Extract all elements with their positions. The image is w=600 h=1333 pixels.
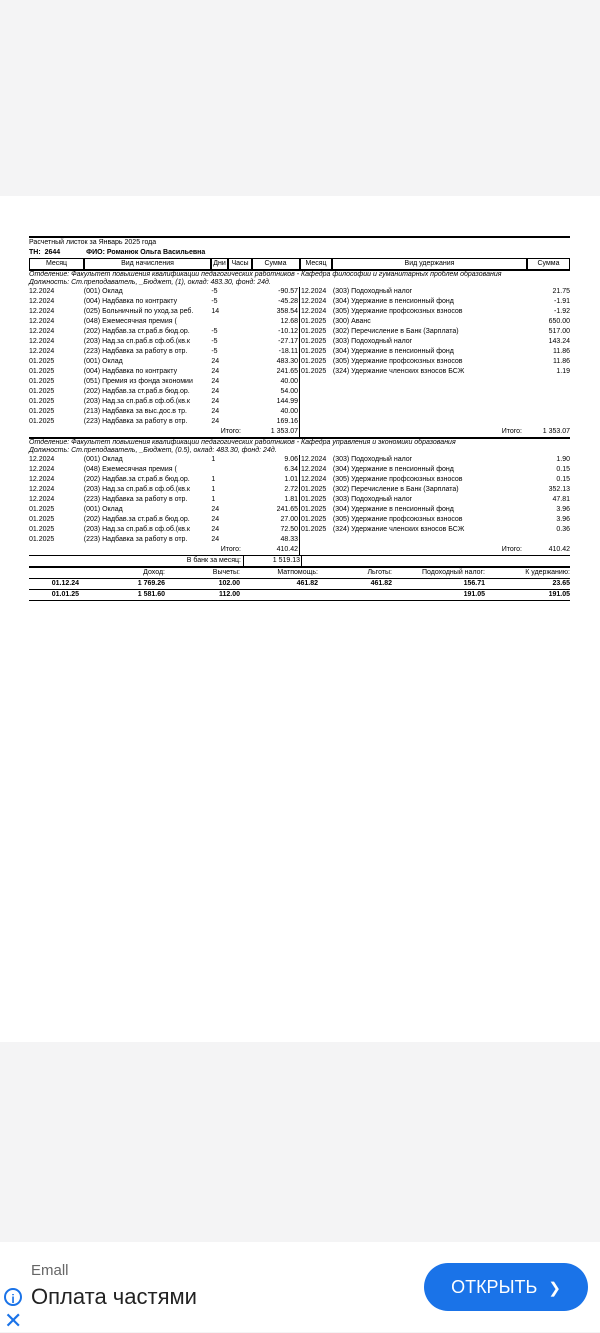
header-hours: Часы bbox=[228, 258, 252, 270]
deduction-month: 01.2025 bbox=[301, 368, 327, 375]
sections bbox=[29, 270, 570, 556]
accrual-hours bbox=[231, 367, 241, 377]
accrual-days: 14 bbox=[211, 308, 220, 315]
accrual-hours bbox=[231, 495, 241, 505]
summary-header-cell: Вычеты: bbox=[212, 569, 240, 576]
accrual-month: 12.2024 bbox=[29, 338, 55, 345]
table-row bbox=[29, 515, 570, 525]
table-row bbox=[29, 357, 570, 367]
accrual-hours bbox=[231, 347, 241, 357]
accrual-hours bbox=[231, 455, 241, 465]
accrual-name: (001) Оклад bbox=[83, 288, 123, 295]
deduction-sum: 0.36 bbox=[556, 526, 570, 533]
deduction-month bbox=[300, 407, 333, 417]
deduction-name: (304) Удержание в пенсионный фонд bbox=[332, 506, 454, 513]
summary-cell: 1 769.26 bbox=[137, 580, 165, 587]
close-icon[interactable]: ✕ bbox=[4, 1308, 23, 1333]
accrual-days: 1 bbox=[211, 496, 216, 503]
deduction-name: (303) Подоходный налог bbox=[332, 338, 413, 345]
accrual-name: (223) Надбавка за работу в отр. bbox=[83, 496, 188, 503]
accrual-sum: 1.01 bbox=[241, 475, 300, 485]
accrual-month: 12.2024 bbox=[29, 318, 55, 325]
accrual-sum: -27.17 bbox=[241, 337, 300, 347]
total-deduction: 1 353.07 bbox=[542, 428, 570, 435]
table-row bbox=[29, 337, 570, 347]
table-row bbox=[29, 455, 570, 465]
accrual-name: (223) Надбавка за работу в отр. bbox=[83, 536, 188, 543]
accrual-hours bbox=[231, 287, 241, 297]
table-row bbox=[29, 297, 570, 307]
deduction-month: 01.2025 bbox=[301, 348, 327, 355]
deduction-name: (302) Перечисление в Банк (Зарплата) bbox=[332, 486, 459, 493]
deduction-month bbox=[300, 417, 333, 427]
accrual-sum: 72.50 bbox=[241, 525, 300, 535]
accrual-sum: 54.00 bbox=[241, 387, 300, 397]
summary-cell: 461.82 bbox=[370, 580, 392, 587]
bank-value: 1 519.13 bbox=[243, 556, 302, 566]
accrual-hours bbox=[231, 317, 241, 327]
accrual-sum: 6.34 bbox=[241, 465, 300, 475]
deduction-sum bbox=[532, 387, 570, 397]
accrual-name: (203) Над.за сп.раб.в сф.об.(кв.к bbox=[83, 398, 190, 405]
accrual-sum: -45.28 bbox=[241, 297, 300, 307]
document-page bbox=[0, 196, 600, 1042]
accrual-month: 01.2025 bbox=[29, 368, 55, 375]
accrual-month: 01.2025 bbox=[29, 358, 55, 365]
deduction-name: (305) Удержание профсоюзных взносов bbox=[332, 516, 463, 523]
accrual-days: 24 bbox=[211, 536, 220, 543]
accrual-sum: 144.99 bbox=[241, 397, 300, 407]
deduction-month bbox=[300, 535, 333, 545]
deduction-sum: 3.96 bbox=[556, 516, 570, 523]
accrual-days: 1 bbox=[211, 476, 216, 483]
deduction-month bbox=[300, 397, 333, 407]
ad-banner[interactable] bbox=[0, 1242, 600, 1332]
accrual-month: 12.2024 bbox=[29, 496, 55, 503]
table-row bbox=[29, 485, 570, 495]
accrual-name: (203) Над.за сп.раб.в сф.об.(кв.к bbox=[83, 338, 190, 345]
accrual-name: (203) Над.за сп.раб.в сф.об.(кв.к bbox=[83, 526, 190, 533]
deduction-name: (304) Удержание в пенсионный фонд bbox=[332, 298, 454, 305]
accrual-name: (202) Надбав.за ст.раб.в бюд.ор. bbox=[83, 328, 190, 335]
open-button-label: ОТКРЫТЬ bbox=[451, 1277, 538, 1297]
accrual-days bbox=[210, 465, 231, 475]
accrual-sum: -90.57 bbox=[241, 287, 300, 297]
accrual-sum: 2.72 bbox=[241, 485, 300, 495]
accrual-name: (213) Надбавка за выс.дос.в тр. bbox=[83, 408, 188, 415]
deduction-sum: 0.15 bbox=[556, 476, 570, 483]
accrual-name: (004) Надбавка по контракту bbox=[83, 368, 178, 375]
header-month: Месяц bbox=[29, 258, 84, 270]
deduction-name bbox=[333, 377, 532, 387]
accrual-month: 12.2024 bbox=[29, 476, 55, 483]
accrual-sum: 27.00 bbox=[241, 515, 300, 525]
table-row bbox=[29, 407, 570, 417]
accrual-days bbox=[210, 317, 231, 327]
accrual-month: 01.2025 bbox=[29, 536, 55, 543]
accrual-days: 1 bbox=[211, 456, 216, 463]
accrual-sum: -18.11 bbox=[241, 347, 300, 357]
accrual-month: 12.2024 bbox=[29, 466, 55, 473]
deduction-month: 01.2025 bbox=[301, 358, 327, 365]
header-dmonth: Месяц bbox=[300, 258, 332, 270]
summary-cell: 156.71 bbox=[463, 580, 485, 587]
deduction-month: 12.2024 bbox=[301, 308, 327, 315]
summary-header-cell: К удержанию: bbox=[525, 569, 570, 576]
deduction-sum: 0.15 bbox=[556, 466, 570, 473]
deduction-name: (300) Аванс bbox=[332, 318, 371, 325]
position: Должность: Ст.преподаватель, _Бюджет, (1), оклад: 483.30, фонд: 24д. bbox=[29, 279, 271, 286]
header-deduction: Вид удержания bbox=[332, 258, 527, 270]
accrual-month: 12.2024 bbox=[29, 298, 55, 305]
accrual-hours bbox=[231, 407, 241, 417]
table-row bbox=[29, 495, 570, 505]
accrual-sum: -10.12 bbox=[241, 327, 300, 337]
table-row bbox=[29, 525, 570, 535]
table-row bbox=[29, 465, 570, 475]
accrual-days: -5 bbox=[211, 338, 218, 345]
table-row bbox=[29, 347, 570, 357]
position: Должность: Ст.преподаватель, _Бюджет, (0.5), оклад: 483.30, фонд: 24д. bbox=[29, 447, 277, 454]
accrual-month: 01.2025 bbox=[29, 408, 55, 415]
accrual-month: 12.2024 bbox=[29, 348, 55, 355]
accrual-name: (223) Надбавка за работу в отр. bbox=[83, 418, 188, 425]
table-row bbox=[29, 287, 570, 297]
accrual-name: (004) Надбавка по контракту bbox=[83, 298, 178, 305]
table-row bbox=[29, 367, 570, 377]
table-row bbox=[29, 475, 570, 485]
deduction-sum: 1.90 bbox=[556, 456, 570, 463]
accrual-sum: 12.68 bbox=[241, 317, 300, 327]
deduction-sum bbox=[532, 407, 570, 417]
accrual-days: 1 bbox=[211, 486, 216, 493]
total-label: Итого: bbox=[220, 428, 241, 435]
summary-cell: 112.00 bbox=[218, 591, 240, 598]
department: Отделение: Факультет повышения квалификации педагогических работников - Кафедра философии и гуманитарных проблем образования bbox=[29, 270, 570, 279]
total-label-deduction: Итого: bbox=[501, 428, 522, 435]
deduction-sum bbox=[532, 397, 570, 407]
summary-header bbox=[29, 567, 570, 578]
deduction-month: 01.2025 bbox=[301, 318, 327, 325]
summary-row bbox=[29, 578, 570, 589]
ad-title[interactable]: Оплата частями bbox=[31, 1284, 197, 1309]
deduction-name bbox=[333, 407, 532, 417]
accrual-month: 01.2025 bbox=[29, 388, 55, 395]
accrual-days: 24 bbox=[211, 398, 220, 405]
table-row bbox=[29, 387, 570, 397]
deduction-sum: -1.91 bbox=[554, 298, 570, 305]
accrual-sum: 358.54 bbox=[241, 307, 300, 317]
accrual-name: (001) Оклад bbox=[83, 358, 123, 365]
deduction-month: 01.2025 bbox=[301, 496, 327, 503]
deduction-month: 01.2025 bbox=[301, 526, 327, 533]
deduction-name: (302) Перечисление в Банк (Зарплата) bbox=[332, 328, 459, 335]
accrual-name: (051) Премия из фонда экономии bbox=[83, 378, 193, 385]
deduction-name: (304) Удержание в пенсионный фонд bbox=[332, 466, 454, 473]
accrual-name: (001) Оклад bbox=[83, 456, 123, 463]
accrual-days: 24 bbox=[211, 408, 220, 415]
summary-cell: 191.05 bbox=[463, 591, 485, 598]
deduction-name bbox=[333, 387, 532, 397]
deduction-name: (324) Удержание членских взносов БСЖ bbox=[332, 526, 465, 533]
summary-row bbox=[29, 589, 570, 601]
deduction-month: 01.2025 bbox=[301, 506, 327, 513]
deduction-sum: -1.92 bbox=[554, 308, 570, 315]
accrual-name: (048) Ежемесячная премия ( bbox=[83, 466, 177, 473]
summary-header-cell bbox=[29, 568, 79, 578]
accrual-hours bbox=[231, 377, 241, 387]
summary-cell: 191.05 bbox=[548, 591, 570, 598]
table-row bbox=[29, 307, 570, 317]
payslip-title: Расчетный листок за Январь 2025 года bbox=[29, 239, 157, 246]
table-row bbox=[29, 535, 570, 545]
deduction-sum bbox=[532, 377, 570, 387]
accrual-days: 24 bbox=[211, 358, 220, 365]
accrual-month: 01.2025 bbox=[29, 516, 55, 523]
total-row bbox=[29, 427, 570, 438]
accrual-name: (048) Ежемесячная премия ( bbox=[83, 318, 177, 325]
deduction-month bbox=[300, 387, 333, 397]
table-header bbox=[29, 258, 570, 270]
accrual-sum: 40.00 bbox=[241, 377, 300, 387]
accrual-hours bbox=[231, 505, 241, 515]
summary-header-cell: Доход: bbox=[143, 569, 165, 576]
accrual-days: 24 bbox=[211, 516, 220, 523]
deduction-name bbox=[333, 417, 532, 427]
table-row bbox=[29, 397, 570, 407]
accrual-hours bbox=[231, 297, 241, 307]
summary-cell: 23.65 bbox=[552, 580, 570, 587]
accrual-days: 24 bbox=[211, 526, 220, 533]
summary-header-cell: Льготы: bbox=[367, 569, 392, 576]
total-accrual: 410.42 bbox=[241, 545, 300, 555]
employee-info: ТН: 2644 ФИО: Романюк Ольга Васильевна bbox=[29, 249, 206, 256]
deduction-month: 01.2025 bbox=[301, 338, 327, 345]
accrual-name: (202) Надбав.за ст.раб.в бюд.ор. bbox=[83, 388, 190, 395]
deduction-name: (303) Подоходный налог bbox=[332, 456, 413, 463]
summary-header-cell: Подоходный налог: bbox=[422, 569, 485, 576]
deduction-name: (324) Удержание членских взносов БСЖ bbox=[332, 368, 465, 375]
accrual-month: 01.2025 bbox=[29, 506, 55, 513]
accrual-days: 24 bbox=[211, 388, 220, 395]
deduction-month: 01.2025 bbox=[301, 516, 327, 523]
summary-cell: 102.00 bbox=[218, 580, 240, 587]
deduction-month: 12.2024 bbox=[301, 476, 327, 483]
summary-cell bbox=[318, 590, 392, 600]
accrual-days: 24 bbox=[211, 418, 220, 425]
accrual-days: -5 bbox=[211, 348, 218, 355]
deduction-sum: 517.00 bbox=[548, 328, 570, 335]
accrual-hours bbox=[231, 327, 241, 337]
header-sum: Сумма bbox=[252, 258, 300, 270]
accrual-month: 12.2024 bbox=[29, 328, 55, 335]
summary-header-cell: Матпомощь: bbox=[277, 569, 318, 576]
table-row bbox=[29, 505, 570, 515]
accrual-hours bbox=[231, 357, 241, 367]
accrual-sum: 483.30 bbox=[241, 357, 300, 367]
ad-brand: Emall bbox=[31, 1262, 69, 1279]
accrual-hours bbox=[231, 397, 241, 407]
deduction-month: 01.2025 bbox=[301, 486, 327, 493]
chevron-right-icon: ❯ bbox=[548, 1280, 561, 1297]
total-label: Итого: bbox=[220, 546, 241, 553]
deduction-name: (303) Подоходный налог bbox=[332, 288, 413, 295]
accrual-sum: 1.81 bbox=[241, 495, 300, 505]
total-row bbox=[29, 545, 570, 556]
accrual-hours bbox=[231, 525, 241, 535]
total-label-deduction: Итого: bbox=[501, 546, 522, 553]
deduction-sum: 143.24 bbox=[548, 338, 570, 345]
deduction-name bbox=[333, 397, 532, 407]
accrual-name: (203) Над.за сп.раб.в сф.об.(кв.к bbox=[83, 486, 190, 493]
accrual-hours bbox=[231, 465, 241, 475]
table-row bbox=[29, 327, 570, 337]
deduction-name: (303) Подоходный налог bbox=[332, 496, 413, 503]
deduction-month: 12.2024 bbox=[301, 298, 327, 305]
accrual-month: 01.2025 bbox=[29, 526, 55, 533]
deduction-sum: 650.00 bbox=[548, 318, 570, 325]
accrual-sum: 241.65 bbox=[241, 367, 300, 377]
deduction-name: (305) Удержание профсоюзных взносов bbox=[332, 308, 463, 315]
table-row bbox=[29, 417, 570, 427]
accrual-days: -5 bbox=[211, 288, 218, 295]
summary-cell: 1 581.60 bbox=[137, 591, 165, 598]
accrual-hours bbox=[231, 417, 241, 427]
accrual-month: 12.2024 bbox=[29, 288, 55, 295]
accrual-hours bbox=[231, 535, 241, 545]
accrual-days: 24 bbox=[211, 378, 220, 385]
accrual-hours bbox=[231, 307, 241, 317]
accrual-name: (025) Больничный по уход.за реб. bbox=[83, 308, 194, 315]
deduction-sum: 21.75 bbox=[552, 288, 570, 295]
deduction-month: 01.2025 bbox=[301, 328, 327, 335]
accrual-sum: 169.16 bbox=[241, 417, 300, 427]
bank-label: В банк за месяц: bbox=[186, 557, 241, 564]
deduction-sum bbox=[532, 535, 570, 545]
accrual-hours bbox=[231, 337, 241, 347]
accrual-hours bbox=[231, 475, 241, 485]
deduction-sum: 3.96 bbox=[556, 506, 570, 513]
deduction-sum: 47.81 bbox=[552, 496, 570, 503]
header-dsum: Сумма bbox=[527, 258, 570, 270]
deduction-sum: 1.19 bbox=[556, 368, 570, 375]
accrual-month: 12.2024 bbox=[29, 456, 55, 463]
info-icon[interactable]: i bbox=[4, 1288, 22, 1306]
payslip bbox=[29, 236, 570, 601]
accrual-month: 01.2025 bbox=[29, 378, 55, 385]
accrual-hours bbox=[231, 515, 241, 525]
accrual-hours bbox=[231, 485, 241, 495]
accrual-days: -5 bbox=[211, 298, 218, 305]
deduction-sum: 11.86 bbox=[553, 358, 570, 365]
accrual-sum: 241.65 bbox=[241, 505, 300, 515]
deduction-month bbox=[300, 377, 333, 387]
deduction-month: 12.2024 bbox=[301, 466, 327, 473]
deduction-name: (304) Удержание в пенсионный фонд bbox=[332, 348, 454, 355]
summary-cell: 461.82 bbox=[296, 580, 318, 587]
accrual-days: 24 bbox=[211, 506, 220, 513]
accrual-month: 01.2025 bbox=[29, 398, 55, 405]
header-accrual: Вид начисления bbox=[84, 258, 211, 270]
deduction-month: 12.2024 bbox=[301, 456, 327, 463]
table-row bbox=[29, 317, 570, 327]
summary-cell: 01.12.24 bbox=[51, 580, 79, 587]
accrual-month: 12.2024 bbox=[29, 486, 55, 493]
total-accrual: 1 353.07 bbox=[241, 427, 300, 437]
accrual-days: 24 bbox=[211, 368, 220, 375]
bank-row bbox=[29, 556, 570, 567]
accrual-sum: 48.33 bbox=[241, 535, 300, 545]
accrual-name: (202) Надбав.за ст.раб.в бюд.ор. bbox=[83, 516, 190, 523]
accrual-sum: 9.06 bbox=[241, 455, 300, 465]
header-days: Дни bbox=[211, 258, 228, 270]
deduction-name bbox=[333, 535, 532, 545]
accrual-sum: 40.00 bbox=[241, 407, 300, 417]
deduction-sum bbox=[532, 417, 570, 427]
accrual-name: (202) Надбав.за ст.раб.в бюд.ор. bbox=[83, 476, 190, 483]
accrual-name: (223) Надбавка за работу в отр. bbox=[83, 348, 188, 355]
deduction-name: (305) Удержание профсоюзных взносов bbox=[332, 358, 463, 365]
accrual-month: 12.2024 bbox=[29, 308, 55, 315]
deduction-sum: 11.86 bbox=[553, 348, 570, 355]
deduction-month: 12.2024 bbox=[301, 288, 327, 295]
accrual-hours bbox=[231, 387, 241, 397]
total-deduction: 410.42 bbox=[548, 546, 570, 553]
deduction-name: (305) Удержание профсоюзных взносов bbox=[332, 476, 463, 483]
deduction-sum: 352.13 bbox=[548, 486, 570, 493]
accrual-days: -5 bbox=[211, 328, 218, 335]
department: Отделение: Факультет повышения квалификации педагогических работников - Кафедра управления и экономики образования bbox=[29, 438, 570, 447]
accrual-month: 01.2025 bbox=[29, 418, 55, 425]
summary-cell: 01.01.25 bbox=[51, 591, 79, 598]
accrual-name: (001) Оклад bbox=[83, 506, 123, 513]
summary-cell bbox=[240, 590, 318, 600]
open-button[interactable] bbox=[424, 1263, 588, 1311]
table-row bbox=[29, 377, 570, 387]
